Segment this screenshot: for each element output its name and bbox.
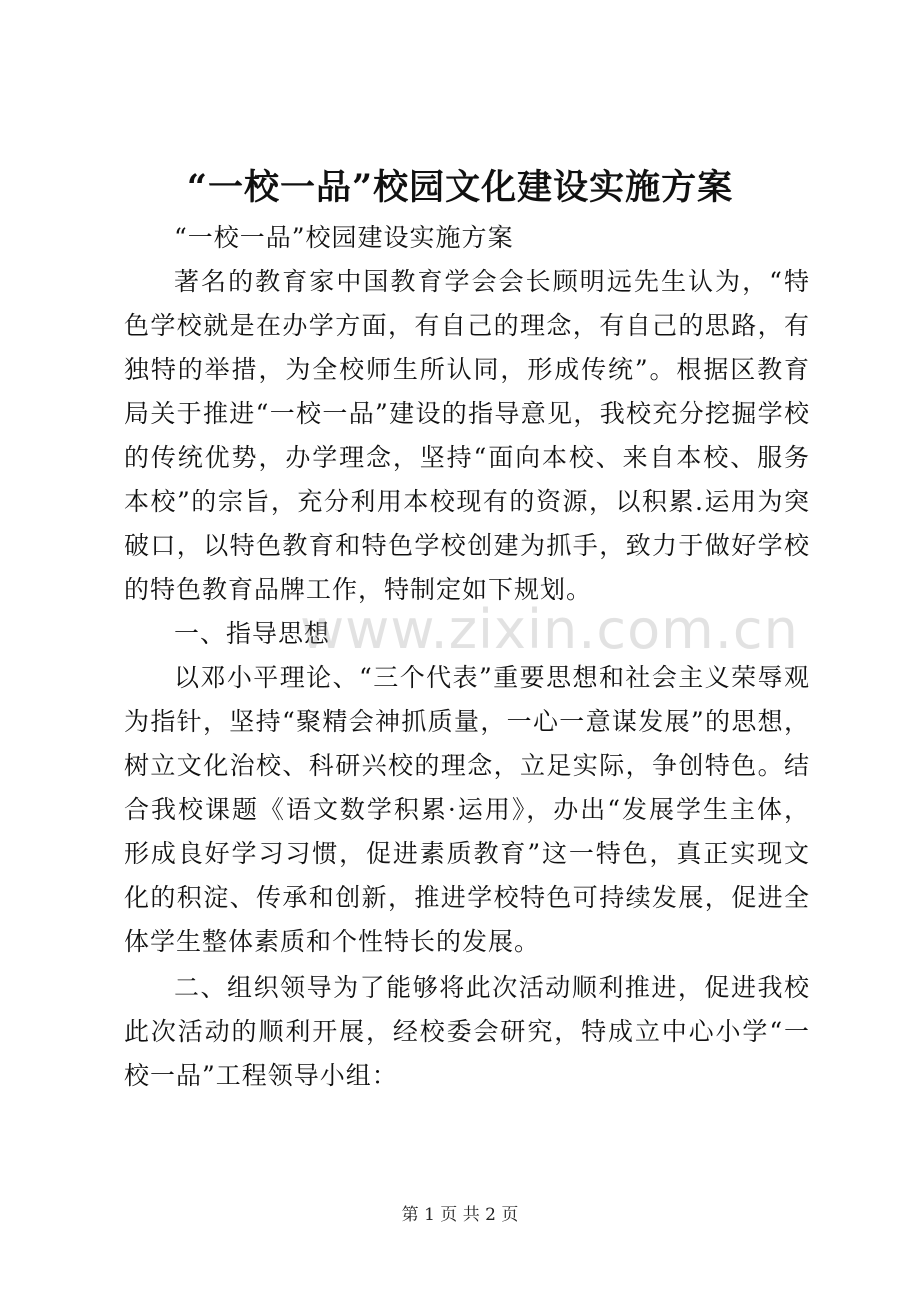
document-body (124, 216, 810, 1098)
section-heading-guiding-thought: 一、指导思想 (174, 619, 331, 648)
document-title: “一校一品”校园文化建设实施方案 (186, 167, 734, 208)
organization-paragraph: 二、组织领导为了能够将此次活动顺利推进，促进我校此次活动的顺利开展，经校委会研究，特成立中心小学“一校一品”工程领导小组： (124, 973, 810, 1090)
intro-paragraph: 著名的教育家中国教育学会会长顾明远先生认为，“特色学校就是在办学方面，有自己的理念，有自己的思路，有独特的举措，为全校师生所认同，形成传统”。根据区教育局关于推进“一校一品”建设的指导意见，我校充分挖掘学校的传统优势，办学理念，坚持“面向本校、来自本校、服务本校”的宗旨，充分利用本校现有的资源，以积累.运用为突破口，以特色教育和特色学校创建为抓手，致力于做好学校的特色教育品牌工作，特制定如下规划。 (124, 267, 810, 604)
subtitle-paragraph: “一校一品”校园建设实施方案 (174, 223, 514, 252)
watermark: www.zixin.com.cn (300, 598, 799, 661)
page-footer: 第 1 页 共 2 页 (401, 1205, 519, 1225)
guiding-thought-paragraph: 以邓小平理论、“三个代表”重要思想和社会主义荣辱观为指针，坚持“聚精会神抓质量，一心一意谋发展”的思想，树立文化治校、科研兴校的理念，立足实际，争创特色。结合我校课题《语文数学积累·运用》，办出“发展学生主体，形成良好学习习惯，促进素质教育”这一特色，真正实现文化的积淀、传承和创新，推进学校特色可持续发展，促进全体学生整体素质和个性特长的发展。 (124, 663, 810, 956)
